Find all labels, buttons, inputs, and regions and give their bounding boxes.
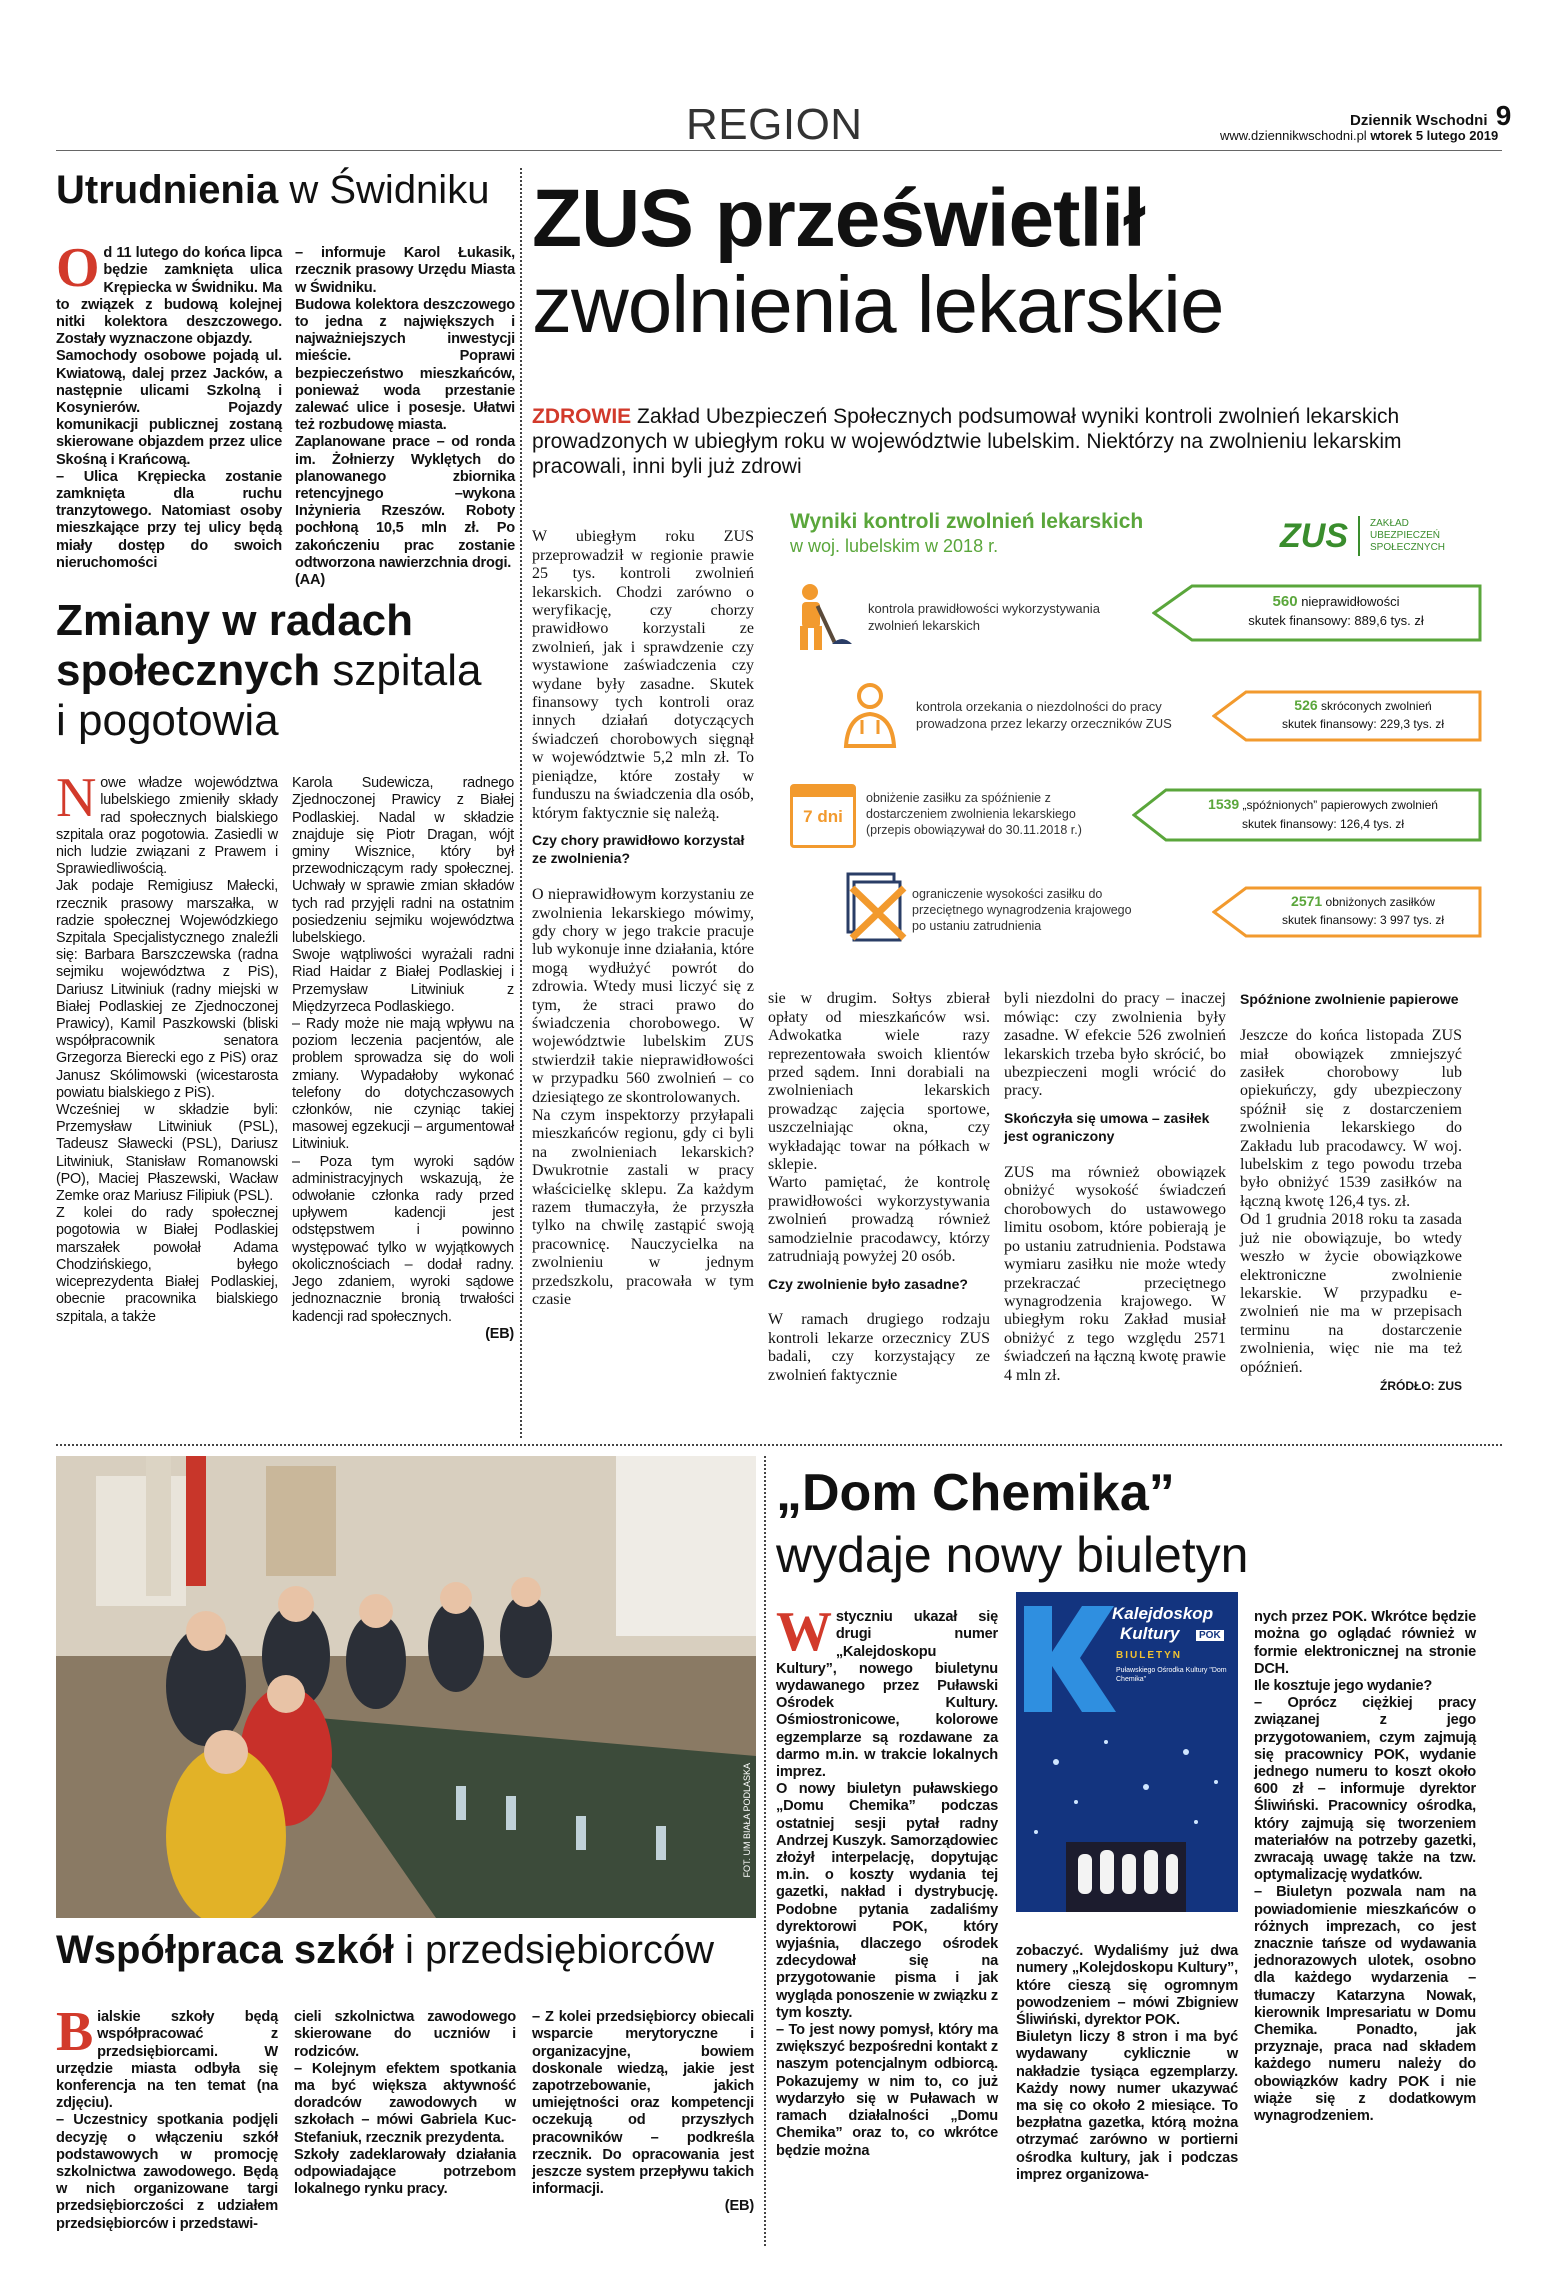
infographic-subtitle: w woj. lubelskim w 2018 r.: [790, 536, 999, 556]
info-row3-text: [1168, 795, 1478, 834]
info-row2-value: 526: [1294, 697, 1318, 713]
doctor-icon: [840, 680, 900, 750]
article3-col1: [532, 510, 754, 1309]
article1-dropcap: O: [56, 237, 100, 300]
cover-sub: BIULETYN: [1116, 1650, 1182, 1661]
article4-title-bold: Współpraca szkół: [56, 1928, 394, 1972]
info-row1-label: nieprawidłowości: [1301, 594, 1400, 609]
article5-title-line1: „Dom Chemika”: [776, 1464, 1175, 1522]
article4-col1-text: ialskie szkoły będą współpracować z przedsiębiorcami. W urzędzie miasta odbyła się konferencja na ten temat (na zdjęciu). – Uczestnicy spotkania podjęli decyzję o włączeniu szkół podstawowych w promocję szkolnictwa zawodowego. Będą w nich organizowane targi przedsiębiorczości z udziałem przedsiębiorców i przedstawi-: [56, 2009, 278, 2232]
calendar-top: [793, 787, 853, 797]
info-row4-box: [1212, 886, 1482, 938]
info-row3-effect: skutek finansowy: 126,4 tys. zł: [1241, 817, 1405, 831]
article3-sub1: Czy chory prawidłowo korzystał ze zwolnienia?: [532, 831, 745, 867]
zus-logo-text2: UBEZPIECZEŃ: [1370, 530, 1441, 541]
article1-col1-text: d 11 lutego do końca lipca będzie zamknięta ulica Krępiecka w Świdniku. Ma to związek z budową kolejnej nitki kolektora deszczowego. Zostały wyznaczone objazdy. Samochody osobowe pojadą ul. Kwiatową, dalej przez Jacków, a następnie ulicami Szkolną i Kosynierów. Pojazdy komunikacji publicznej zostaną skierowane objazdem przez ulice Skośną i Krańcową. – Ulica Krępiecka zostanie zamknięta dla ruchu tranzytowego. Natomiast osoby mieszkające przy tej ulicy będą miały dostęp do swoich nieruchomości: [56, 245, 282, 571]
zus-logo-text3: SPOŁECZNYCH: [1370, 542, 1446, 553]
article5-col3: [1254, 1592, 1476, 2125]
documents-crossed-icon: [834, 868, 914, 948]
info-row4-label: obniżonych zasiłków: [1325, 895, 1435, 909]
info-row4-desc: ograniczenie wysokości zasiłku do przeciętnego wynagrodzenia krajowego po ustaniu zatrudnienia: [912, 887, 1132, 933]
article4-col3-text: – Z kolei przedsiębiorcy obiecali wsparcie merytoryczne i organizacyjne, bowiem doskonale wiedzą, jakie jest zapotrzebowanie, jakich umiejętności oraz kompetencji oczekują od przyszłych pracowników – podkreśla rzecznik. Do opracowania jest jeszcze system przepływu takich informacji.: [532, 2009, 754, 2198]
article3-lead-text: Zakład Ubezpieczeń Społecznych podsumował wyniki kontroli zwolnień lekarskich prowadzonych w ubiegłym roku w województwie lubelskim. Niektórzy na zwolnieniu lekarskim pracowali, inni byli już zdrowi: [532, 405, 1402, 478]
article3-col4: [1240, 972, 1462, 1414]
cover-sub2: Puławskiego Ośrodka Kultury "Dom Chemika": [1116, 1667, 1227, 1683]
article1-title-light: w Świdniku: [289, 168, 490, 212]
info-row2-effect: skutek finansowy: 229,3 tys. zł: [1281, 717, 1445, 731]
article4-title-light: i przedsiębiorców: [405, 1928, 715, 1972]
article3-col2b: W ramach drugiego rodzaju kontroli lekarze orzecznicy ZUS badali, czy korzystający ze zwolnień faktycznie: [768, 1311, 990, 1384]
zus-logo-mark: ZUS: [1280, 516, 1348, 555]
article4-col2: [294, 1992, 516, 2198]
article2-col1: [56, 758, 278, 1326]
biuletyn-cover: [1016, 1592, 1238, 1912]
article4-title: [56, 1928, 714, 1973]
header-rule: [56, 150, 1502, 151]
article2-title-line1: Zmiany w radach: [56, 596, 414, 645]
article4-byline: (EB): [724, 2198, 754, 2215]
info-row4-text: [1248, 892, 1478, 929]
zus-logo-text1: ZAKŁAD: [1370, 518, 1409, 529]
article3-source: ŹRÓDŁO: ZUS: [1380, 1378, 1462, 1393]
article1-title-bold: Utrudnienia: [56, 168, 279, 212]
infographic-title: Wyniki kontroli zwolnień lekarskich: [790, 510, 1144, 533]
info-row1-effect: skutek finansowy: 889,6 tys. zł: [1248, 613, 1424, 628]
article4-col2-text: cieli szkolnictwa zawodowego skierowane do uczniów i rodziców. – Kolejnym efektem spotkania ma być większa aktywność doradców zawodowych w szkołach – mówi Gabriela Kuc-Stefaniuk, rzecznik prezydenta. Szkoły zadeklarowały działania odpowiadające potrzebom lokalnego rynku pracy.: [294, 2009, 516, 2198]
article5-col2-text: zobaczyć. Wydaliśmy już dwa numery „Kolejdoskopu Kultury”, które cieszą się ogromnym powodzeniem – mówi Zbigniew Śliwiński, dyrektor POK. Biuletyn liczy 8 stron i ma być wydawany cyklicznie w nakładzie tysiąca egzemplarzy. Każdy nowy numer ukazywać ma się co około 2 miesiące. To bezpłatna gazetka, którą można otrzymać zarówno w portierni ośrodka kultury, jak i podczas imprez organizowa-: [1016, 1943, 1238, 2183]
article2-title-line3: i pogotowia: [56, 696, 279, 745]
article4-dropcap: B: [56, 2001, 94, 2064]
article5-col2: [1016, 1926, 1238, 2184]
article5-title: [776, 1462, 1249, 1586]
photo-credit: FOT. UM BIAŁA PODLASKA: [742, 1763, 752, 1878]
info-row2-text: [1248, 696, 1478, 733]
article3-title-line2: zwolnienia lekarskie: [532, 260, 1224, 349]
info-row3-box: [1132, 788, 1482, 842]
article3-title: [532, 173, 1224, 349]
calendar-icon: [790, 784, 856, 848]
article1-col2: [295, 228, 515, 589]
info-row2-label: skróconych zwolnień: [1320, 699, 1432, 713]
article3-col4-text: Jeszcze do końca listopada ZUS miał obowiązek zmniejszyć zasiłek chorobowy lub opiekuńczy, gdy ubezpieczony spóźnił się z dostarczeniem zwolnienia lekarskiego do Zakładu lub pracodawcy. W woj. lubelskim z tego powodu trzeba było obniżyć 1539 zasiłków na łączną kwotę 126,4 tys. zł. Od 1 grudnia 2018 roku ta zasada już nie obowiązuje, bo wtedy weszło w życie obowiązkowe elektroniczne zwolnienie lekarskie. W przypadku e-zwolnień nie ma w przepisach terminu na dostarczenie zwolnienia, więc nie ma też opóźnień.: [1240, 1027, 1462, 1376]
worker-icon: [780, 578, 860, 658]
website-link[interactable]: www.dziennikwschodni.pl: [1220, 128, 1367, 143]
article5-divider: [764, 1456, 766, 2246]
header-meta: [1220, 128, 1498, 143]
info-row4-value: 2571: [1291, 893, 1323, 909]
article2-col2-text: Karola Sudewicza, radnego Zjednoczonej Prawicy z Białej Podlaskiej. Nadal w składzie znajduje się Piotr Dragan, wójt gminy Wisznice, który był przewodniczącym rady społecznej. Uchwały w sprawie zmian składów tych rad przyjęli radni na ostatnim posiedzeniu sejmiku województwa lubelskiego. Swoje wątpliwości wyrażali radni Riad Haidar z Białej Podlaskiej i Przemysław Litwiniuk z Międzyrzeca Podlaskiego. – Rady może nie mają wpływu na poziom leczenia pacjentów, ale problem sprowadza się do woli zmiany. Wypadałoby wykonać telefony do dotychczasowych członków, nie czyniąc takiej masowej egzekucji – argumentował Litwiniuk. – Poza tym wyroki sądów administracyjnych wskazują, że odwołanie członka rady przed upływem kadencji jest odstępstwem i powinno występować tylko w wyjątkowych okolicznościach – dodał radny. Jego zdaniem, wyroki sądowe jednoznacznie bronią trwałości kadencji rad społecznych.: [292, 775, 514, 1325]
article1-byline: (AA): [295, 572, 325, 589]
article3-col3b: ZUS ma również obowiązek obniżyć wysokość świadczeń chorobowych do ustawowego limitu osobom, które pobierają je po ustaniu zatrudnienia. Podstawa wymiaru zasiłku nie może wtedy przekraczać przeciętnego wynagrodzenia krajowego. W ubiegłym roku Zakład musiał obniżyć z tego względu 2571 świadczeń na łączną kwotę prawie 4 mln zł.: [1004, 1164, 1226, 1384]
info-row2-box: [1212, 690, 1482, 742]
info-row2-desc: kontrola orzekania o niezdolności do pracy prowadzona przez lekarzy orzeczników ZUS: [916, 699, 1172, 731]
article3-col1a: W ubiegłym roku ZUS przeprowadził w regionie prawie 25 tys. kontroli zwolnień lekarskich. Chodzi zarówno o weryfikację, czy chorzy prawidłowo korzystali ze zwolnień, jak i sprawdzenie czy wystawione zaświadczenia czy wydane były zasadne. Skutek finansowy tych kontroli oraz innych działań dotyczących świadczeń chorobowych sięgnął w województwie 5,2 mln zł. To pieniądze, które zostały w funduszu na świadczenia dla osób, którym faktycznie się należą.: [532, 528, 754, 822]
info-row3-label: „spóźnionych” papierowych zwolnień: [1242, 798, 1438, 812]
article4-col1: [56, 1992, 278, 2233]
article2-byline: (EB): [485, 1325, 514, 1342]
article5-col1: [776, 1592, 998, 2160]
article3-col3: [1004, 972, 1226, 1385]
info-row4-effect: skutek finansowy: 3 997 tys. zł: [1281, 913, 1445, 927]
article3-col1b: O nieprawidłowym korzystaniu ze zwolnienia lekarskiego mówimy, gdy chory w jego trakcie pracuje lub wykonuje inne działania, które mogą wydłużyć powrót do zdrowia. Wtedy musi liczyć się z tym, że straci prawo do świadczenia chorobowego. W województwie lubelskim ZUS stwierdził takie nieprawidłowości w przypadku 560 zwolnień – co dziesiątego ze skontrolowanych. Na czym inspektorzy przyłapali mieszkańców regionu, gdy ci byli na zwolnieniach lekarskich? Dwukrotnie zastali w pracy właścicielkę sklepu. Za każdym razem tłumaczyła, że przyszła tylko na chwilę zastąpić swoją pracownicę. Nauczycielka na zwolnieniu w jednym przedszkolu, pracowała w tym czasie: [532, 886, 754, 1309]
article1-col2-text: – informuje Karol Łukasik, rzecznik prasowy Urzędu Miasta w Świdniku. Budowa kolektora deszczowego to jedna z największych i najważniejszych inwestycji mieście. Poprawi bezpieczeństwo mieszkańców, ponieważ woda przestanie zalewać ulice i posesje. Ułatwi też rozbudowę miasta. Zaplanowane prace – od ronda im. Żołnierzy Wyklętych do planowanego zbiornika retencyjnego –wykona Inżynieria Rzeszów. Roboty pochłoną 10,5 mln zł. Po zakończeniu prac zostanie odtworzona nawierzchnia drogi.: [295, 245, 515, 571]
zus-logo: [1280, 516, 1445, 556]
info-row1-box: [1152, 584, 1482, 642]
infographic: [780, 508, 1490, 968]
article2-col2: [292, 758, 514, 1360]
article3-lead-tag: ZDROWIE: [532, 405, 632, 428]
zus-logo-divider: [1358, 516, 1360, 556]
article2-title: [56, 596, 482, 746]
article3-title-line1: ZUS prześwietlił: [532, 173, 1145, 264]
article1-title: [56, 168, 489, 213]
article2-dropcap: N: [56, 767, 97, 830]
info-row3-value: 1539: [1208, 796, 1240, 812]
article3-sub2: Czy zwolnienie było zasadne?: [768, 1275, 968, 1292]
info-row1-text: [1196, 592, 1476, 630]
info-row1-value: 560: [1272, 593, 1298, 610]
section-title: REGION: [686, 100, 863, 149]
article1-divider: [520, 168, 522, 1438]
meeting-photo: [56, 1456, 756, 1918]
article2-title-line2-bold: społecznych: [56, 646, 321, 695]
article3-col2: [768, 972, 990, 1385]
page-divider-horizontal: [56, 1444, 1502, 1446]
info-row1-desc: kontrola prawidłowości wykorzystywania zwolnień lekarskich: [868, 601, 1100, 633]
cover-badge: POK: [1196, 1630, 1224, 1641]
article3-col2-text: sie w drugim. Sołtys zbierał opłaty od mieszkańców wsi. Adwokatka wiele razy reprezentowała swoich klientów przed sądem. Inni dorabiali na zwolnieniach lekarskich prowadząc zajęcia sportowe, uszczelniając okna, czy wykładając towar na półkach w sklepie. Warto pamiętać, że kontrolę prawidłowości wykorzystywania zwolnień prowadzą również samodzielnie pracodawcy, którzy zatrudniają powyżej 20 osób.: [768, 990, 990, 1266]
article3-lead: [532, 404, 1402, 479]
article5-col3-text: nych przez POK. Wkrótce będzie można go oglądać również w formie elektronicznej na stronie DCH. Ile kosztuje jego wydanie? – Oprócz ciężkiej pracy związanej z jego przygotowaniem, czym zajmują się pracownicy POK, wydanie jednego numeru to koszt około 600 zł – informuje dyrektor Śliwiński. Pracownicy ośrodka, który zajmują się tworzeniem materiałów na potrzeby gazetki, zwracają uwagę także na tzw. optymalizację wydatków. – Biuletyn pozwala nam na powiadomienie mieszkańców o różnych imprezach, co jest znacznie tańsze od wydawania jednorazowych ulotek, osobno dla każdego wydarzenia – tłumaczy Katarzyna Nowak, kierownik Impresariatu w Domu Chemika. Ponadto, jak przyznaje, praca nad składem każdego numeru należy do obowiązków kadry POK i nie wiąże się z dodatkowym wynagrodzeniem.: [1254, 1609, 1476, 2125]
article3-sub4: Spóźnione zwolnienie papierowe: [1240, 991, 1459, 1008]
article5-dropcap: W: [776, 1601, 832, 1664]
meeting-photo-illustration: [56, 1456, 756, 1918]
info-row3-desc: obniżenie zasiłku za spóźnienie z dostarczeniem zwolnienia lekarskiego (przepis obowiązywał do 30.11.2018 r.): [866, 791, 1082, 837]
article3-col3-text: byli niezdolni do pracy – inaczej mówiąc: czy zwolnienia były zasadne. W efekcie 526 zwolnień lekarskich trzeba było skrócić, bo ubezpieczeni mogli wrócić do pracy.: [1004, 990, 1226, 1100]
article1-col1: [56, 228, 282, 572]
article2-title-line2: [56, 646, 482, 696]
article4-col3: [532, 1992, 754, 2233]
article2-col1-text: owe władze województwa lubelskiego zmieniły składy rad społecznych bialskiego szpitala oraz pogotowia. Zasiedli w nich ludzie związani z Prawem i Sprawiedliwością. Jak podaje Remigiusz Małecki, rzecznik prasowy marszałka, w radzie społecznej Wojewódzkiego Szpitala Specjalistycznego znaleźli się: Barbara Barszczewska (radna sejmiku województwa z PiS), Dariusz Litwiniuk (radny miejski w Białej Podlaskiej ze Zjednoczonej Prawicy), Kamil Paszkowski (bliski współpracownik senatora Grzegorza Bierecki ego z PiS) oraz Janusz Skólimowski (wicestarosta powiatu bialskiego z PiS). Wcześniej w składzie byli: Przemysław Litwiniuk (PSL), Tadeusz Sławecki (PSL), Dariusz Litwiniuk, Stanisław Romanowski (PO), Maciej Płaszewski, Wacław Zemke oraz Mariusz Filipiuk (PSL). Z kolei do rady społecznej pogotowia w Białej Podlaskiej marszałek powołał Adama Chodzińskiego, byłego wiceprezydenta Białej Podlaskiej, obecnie pracownika bialskiego szpitala, a także: [56, 775, 278, 1325]
page-number: 9: [1495, 100, 1512, 131]
cover-title2: Kultury: [1120, 1624, 1180, 1643]
article3-sub3: Skończyła się umowa – zasiłek jest ograniczony: [1004, 1109, 1210, 1145]
issue-date: wtorek 5 lutego 2019: [1370, 128, 1499, 143]
article2-title-line2-light: szpitala: [332, 646, 482, 695]
calendar-badge: 7 dni: [803, 807, 843, 826]
paper-name-text: Dziennik Wschodni: [1350, 112, 1488, 129]
cover-title1: Kalejdoskop: [1112, 1604, 1214, 1623]
article5-title-line2: wydaje nowy biuletyn: [776, 1527, 1249, 1583]
zus-logo-text: [1370, 518, 1445, 554]
article5-col1-text: styczniu ukazał się drugi numer „Kalejdoskopu Kultury”, nowego biuletynu wydawanego przez Puławski Ośrodek Kultury. Ośmiostronicowe, kolorowe egzemplarze są rozdawane za darmo m.in. w trakcie lokalnych imprez. O nowy biuletyn puławskiego „Domu Chemika” podczas ostatniej sesji pytał radny Andrzej Kuszyk. Samorządowiec złożył interpelację, dopytując m.in. o koszty wydania tej gazetki, nakład i dystrybucję. Podobne pytania zadaliśmy dyrektorowi POK, który wyjaśnia, dlaczego ośrodek zdecydował się na przygotowanie pisma i jak wygląda ponoszenie w związku z tym koszty. – To jest nowy pomysł, który ma zwiększyć bezpośredni kontakt z naszym potencjalnym odbiorcą. Pokazujemy w nim to, co już wydarzyło się w Puławach w ramach działalności „Domu Chemika” oraz to, co wkrótce będzie można: [776, 1609, 998, 2159]
